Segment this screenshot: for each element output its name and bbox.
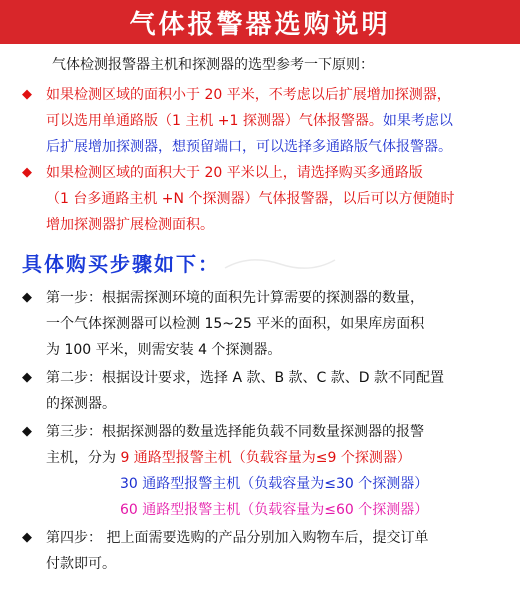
principle-text-segment: 可以选用单通路版（1 主机 +1 探测器）气体报警器。 (46, 113, 383, 129)
steps-title: 具体购买步骤如下： (22, 252, 220, 276)
black-diamond-icon: ◆ (22, 290, 32, 305)
step-text-segment: 的探测器。 (46, 396, 116, 412)
principle-line-text (46, 186, 454, 212)
red-diamond-icon: ◆ (22, 87, 32, 102)
black-diamond-icon: ◆ (22, 370, 32, 385)
principle-text-segment: （1 台多通路主机 +N 个探测器）气体报警器，以后可以方便随时 (46, 191, 455, 207)
principle-line-text (46, 160, 423, 186)
principle-item (0, 160, 520, 238)
step-text-segment: 30 通路型报警主机（负载容量为≤30 个探测器） (120, 476, 429, 492)
principle-text-segment: 如果检测区域的面积大于 20 平米以上，请选择购买多通路版 (46, 165, 423, 181)
header-banner (0, 0, 520, 44)
principle-line (0, 186, 520, 212)
principle-text-segment: 增加探测器扩展检测面积。 (46, 217, 214, 233)
step-line-text (46, 419, 424, 445)
step-line-text (46, 391, 116, 417)
step-item (0, 419, 520, 523)
step-text-segment: 付款即可。 (46, 556, 116, 572)
step-item (0, 365, 520, 417)
principle-line (0, 108, 520, 134)
principles-list (0, 82, 520, 238)
step-text-segment: 第二步：根据设计要求，选择 A 款、B 款、C 款、D 款不同配置 (46, 370, 444, 386)
step-text-segment: 60 通路型报警主机（负载容量为≤60 个探测器） (120, 502, 429, 518)
step-line-text (46, 525, 428, 551)
principle-line (0, 82, 520, 108)
step-line-text (46, 445, 411, 471)
black-diamond-icon: ◆ (22, 530, 32, 545)
step-text-segment: 为 100 平米，则需安装 4 个探测器。 (46, 342, 282, 358)
step-line-text (46, 365, 444, 391)
step-line-text (46, 337, 281, 363)
step-line-text (120, 471, 428, 497)
principle-line-text (46, 108, 453, 134)
step-line (0, 525, 520, 551)
principle-text-segment: 后扩展增加探测器，想预留端口，可以选择多通路版气体报警器。 (46, 139, 452, 155)
black-diamond-icon: ◆ (22, 424, 32, 439)
step-line (0, 445, 520, 471)
step-line (0, 419, 520, 445)
step-text-segment: 第一步：根据需探测环境的面积先计算需要的探测器的数量， (46, 290, 424, 306)
steps-list (0, 285, 520, 577)
step-line-text (120, 497, 428, 523)
principle-line-text (46, 82, 451, 108)
principle-line (0, 134, 520, 160)
step-line (0, 337, 520, 363)
principle-text-segment: 如果考虑以 (382, 113, 453, 129)
step-line (0, 391, 520, 417)
principle-item (0, 82, 520, 160)
step-item (0, 525, 520, 577)
page-title: 气体报警器选购说明 (129, 9, 391, 40)
principle-line (0, 160, 520, 186)
step-line (0, 285, 520, 311)
step-line (0, 497, 520, 523)
principle-line-text (46, 134, 452, 160)
principle-line-text (46, 212, 214, 238)
step-text-segment: 第三步：根据探测器的数量选择能负载不同数量探测器的报警 (46, 424, 424, 440)
red-diamond-icon: ◆ (22, 165, 32, 180)
step-line (0, 365, 520, 391)
step-text-segment: 一个气体探测器可以检测 15~25 平米的面积，如果库房面积 (46, 316, 425, 332)
step-line (0, 551, 520, 577)
intro-text: 气体检测报警器主机和探测器的选型参考一下原则： (52, 57, 374, 73)
principle-line (0, 212, 520, 238)
step-line (0, 471, 520, 497)
step-line-text (46, 311, 424, 337)
step-line-text (46, 285, 424, 311)
step-line-text (46, 551, 116, 577)
watermark-graphic (220, 252, 340, 274)
step-line (0, 311, 520, 337)
step-text-segment: 9 通路型报警主机（负载容量为≤9 个探测器） (120, 450, 411, 466)
step-item (0, 285, 520, 363)
step-text-segment: 主机，分为 (46, 450, 121, 466)
principle-text-segment: 如果检测区域的面积小于 20 平米，不考虑以后扩展增加探测器， (46, 87, 451, 103)
step-text-segment: 第四步： 把上面需要选购的产品分别加入购物车后，提交订单 (46, 530, 429, 546)
